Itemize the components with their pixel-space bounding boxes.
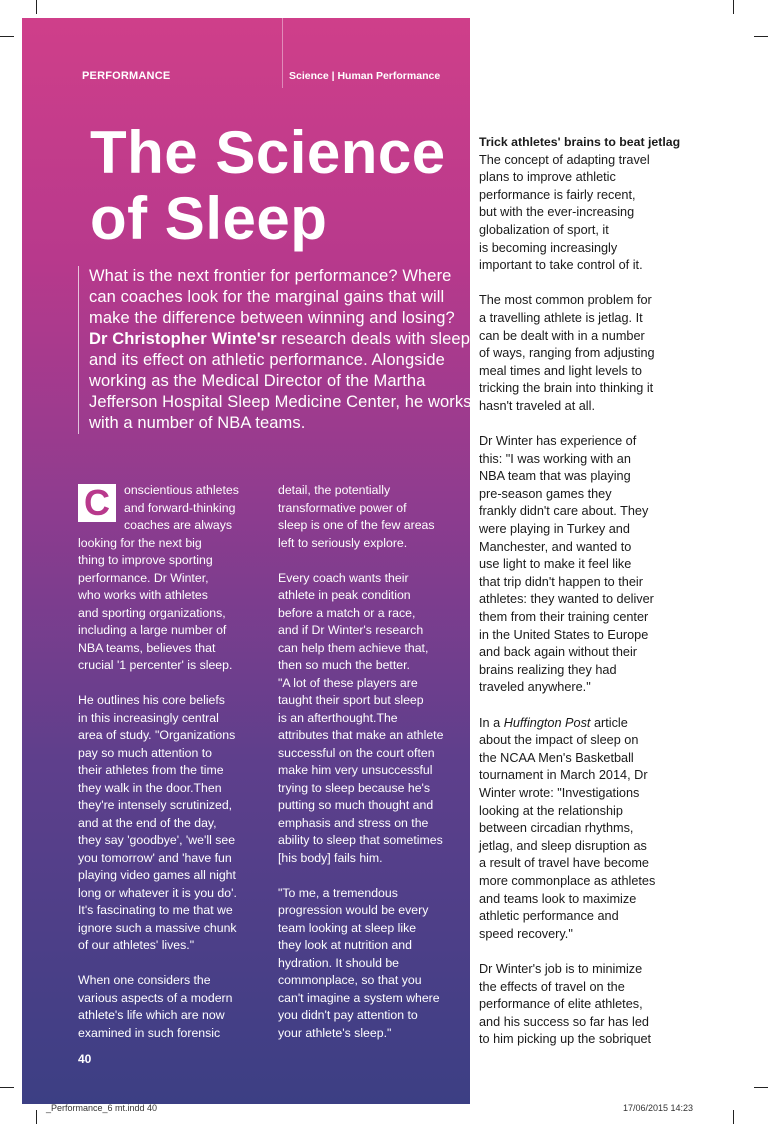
author-name: Dr Christopher Winte'sr: [89, 330, 277, 348]
body-column-2: detail, the potentially transformative power of sleep is one of the few areas left to seriously explore. Every coach wants their athlete in peak condition before a match or a race, and if Dr Winter's research can help them achieve that, then so much the better. "A lot of these players are taught their sport but sleep is an afterthought.The attributes that make an athlete successful on the court often make him very unsuccessful trying to sleep because he's putting so much thought and emphasis and stress on the ability to sleep that sometimes [his body] fails him. "To me, a tremendous progression would be every team looking at sleep like they look at nutrition and hydration. It should be commonplace, so that you can't imagine a system where you didn't pay attention to your athlete's sleep.": [278, 483, 444, 1040]
publication-name: Huffington Post: [503, 715, 591, 730]
body-column-1: [78, 482, 268, 1042]
slug-timestamp: 17/06/2015 14:23: [623, 1103, 694, 1113]
slug-filename: _Performance_6 mt.indd 40: [46, 1103, 158, 1113]
intro-text-1: What is the next frontier for performance? Where can coaches look for the marginal gains that will make the difference between winning and losing?: [89, 267, 455, 327]
header-divider: [282, 18, 283, 88]
crop-mark: [36, 1110, 37, 1124]
sidebar-heading: Trick athletes' brains to beat jetlag: [479, 135, 681, 149]
paragraph: Dr Winter has experience of this: "I was working with an NBA team that was playing pre-season games they frankly didn't care about. They were playing in Turkey and Manchester, and wanted to use light to make it feel like that trip didn't happen to their athletes: they wanted to deliver them from their training center in the United States to Europe and back again without their brains realizing they had traveled anywhere.": [479, 434, 654, 695]
column-1-text: onscientious athletes and forward-thinking coaches are always looking for the next big thing to improve sporting performance. Dr Winter, who works with athletes and sporting organizations, including a large number of NBA teams, believes that crucial '1 percenter' is sleep. He outlines his core beliefs in this increasingly central area of study. "Organizations pay so much attention to their athletes from the time they walk in the door.Then they're intensely scrutinized, and at the end of the day, they say 'goodbye', 'we'll see you tomorrow' and 'have fun playing video games all night long or whatever it is you do'. It's fascinating to me that we ignore such a massive chunk of our athletes' lives." When one considers the various aspects of a modern athlete's life which are now examined in such forensic: [78, 483, 239, 1040]
sidebar-column: [479, 134, 701, 1066]
crop-mark: [0, 1087, 14, 1088]
drop-cap: C: [78, 484, 116, 522]
crop-mark: [0, 36, 14, 37]
article-intro: [78, 266, 473, 434]
intro-text-2: research deals with sleep and its effect on athletic performance. Alongside working as the Medical Director of the Martha Jefferson Hospital Sleep Medicine Center, he works with a number of NBA teams.: [89, 330, 472, 432]
article-title: The Science of Sleep: [90, 119, 446, 252]
crop-mark: [36, 0, 37, 14]
crop-mark: [754, 36, 768, 37]
category-label: Science | Human Performance: [289, 70, 441, 82]
crop-mark: [733, 1110, 734, 1124]
paragraph-text: article about the impact of sleep on the NCAA Men's Basketball tournament in March 2014, Dr Winter wrote: "Investigations looking at the relationship between circadian rhythms, jetlag, and sleep disruption as a result of travel have become more commonplace as athletes and teams look to maximize athletic performance and speed recovery.": [479, 715, 656, 941]
section-label: PERFORMANCE: [82, 70, 171, 82]
paragraph: Dr Winter's job is to minimize the effects of travel on the performance of elite athletes, and his success so far has led to him picking up the sobriquet: [479, 961, 652, 1047]
paragraph-text: In a: [479, 715, 504, 730]
paragraph: The most common problem for a travelling athlete is jetlag. It can be dealt with in a number of ways, ranging from adjusting meal times and light levels to tricking the brain into thinking it hasn't traveled at all.: [479, 293, 655, 413]
paragraph: The concept of adapting travel plans to improve athletic performance is fairly recent, but with the ever-increasing globalization of sport, it is becoming increasingly important to take control of it.: [479, 152, 650, 273]
page-number: 40: [78, 1052, 92, 1066]
crop-mark: [733, 0, 734, 14]
paragraph: [479, 715, 701, 944]
crop-mark: [754, 1087, 768, 1088]
